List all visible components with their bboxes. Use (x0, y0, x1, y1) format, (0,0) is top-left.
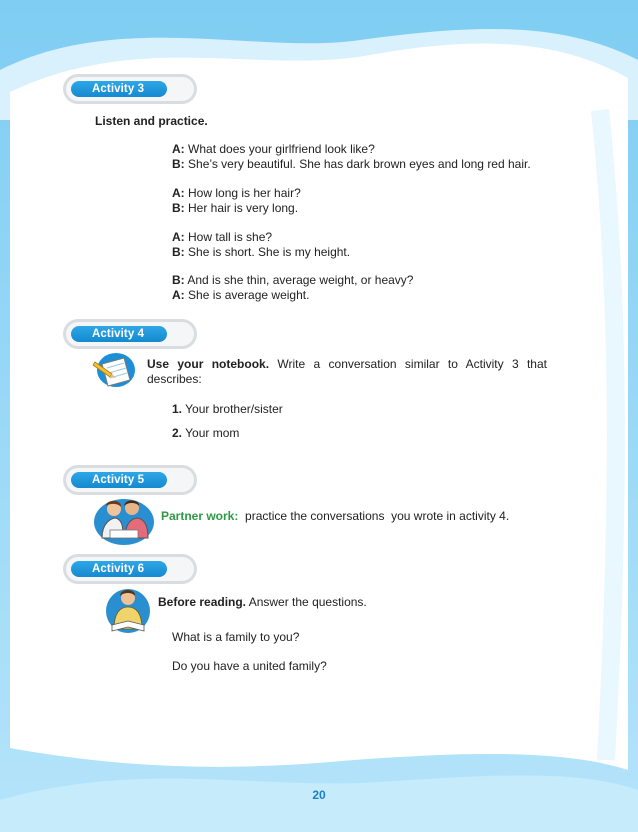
activity-4-tab (66, 322, 194, 346)
speaker-label: B: (172, 201, 185, 215)
question-item: What is a family to you? (172, 630, 300, 644)
dialog-block-1 (172, 142, 531, 172)
dialog-line (172, 157, 531, 172)
dialog-line (172, 142, 531, 157)
item-text: Your mom (185, 426, 240, 440)
dialog-line (172, 273, 413, 288)
item-number: 2. (172, 426, 183, 440)
activity-3-instruction: Listen and practice. (95, 114, 208, 128)
activity-3-tab (66, 77, 194, 101)
dialog-text: How tall is she? (188, 230, 273, 244)
partner-work-label: Partner work: (161, 509, 239, 523)
activity-5-tab (66, 468, 194, 492)
speaker-label: A: (172, 230, 185, 244)
dialog-text: Her hair is very long. (188, 201, 299, 215)
speaker-label: A: (172, 288, 185, 302)
list-item (172, 426, 239, 441)
speaker-label: B: (172, 157, 185, 171)
instruction-text: Answer the questions. (248, 595, 367, 609)
speaker-label: A: (172, 186, 185, 200)
dialog-text: And is she thin, average weight, or heavy? (187, 273, 414, 287)
dialog-text: She is short. She is my height. (188, 245, 351, 259)
speaker-label: A: (172, 142, 185, 156)
list-item (172, 402, 283, 417)
partners-studying-icon (92, 494, 156, 546)
activity-3-label: Activity 3 (92, 83, 145, 95)
item-number: 1. (172, 402, 183, 416)
instruction-bold: Before reading. (158, 595, 247, 609)
notebook-pencil-icon (92, 350, 136, 390)
activity-5-text (161, 509, 509, 524)
dialog-text: What does your girlfriend look like? (188, 142, 375, 156)
dialog-text: She’s very beautiful. She has dark brown eyes and long red hair. (188, 157, 531, 171)
activity-6-label: Activity 6 (92, 563, 145, 575)
activity-4-label: Activity 4 (92, 328, 145, 340)
dialog-block-2 (172, 186, 301, 216)
page-number: 20 (312, 788, 326, 802)
activity-6-tab (66, 557, 194, 581)
dialog-text: She is average weight. (188, 288, 310, 302)
item-text: Your brother/sister (185, 402, 283, 416)
dialog-block-4 (172, 273, 413, 303)
speaker-label: B: (172, 245, 185, 259)
speaker-label: B: (172, 273, 185, 287)
dialog-line (172, 186, 301, 201)
instruction-bold: Use your notebook. (147, 357, 270, 371)
student-reading-icon (104, 585, 152, 635)
dialog-line (172, 288, 413, 303)
dialog-line (172, 245, 350, 260)
activity-4-instruction (147, 357, 547, 387)
dialog-block-3 (172, 230, 350, 260)
dialog-text: How long is her hair? (188, 186, 301, 200)
instruction-text: Write a conversation similar to Activity 3 that describes: (147, 357, 547, 386)
dialog-line (172, 201, 301, 216)
activity-5-label: Activity 5 (92, 474, 145, 486)
dialog-line (172, 230, 350, 245)
activity-6-instruction (158, 595, 367, 610)
question-item: Do you have a united family? (172, 659, 327, 673)
instruction-text: practice the conversations you wrote in activity 4. (245, 509, 510, 523)
